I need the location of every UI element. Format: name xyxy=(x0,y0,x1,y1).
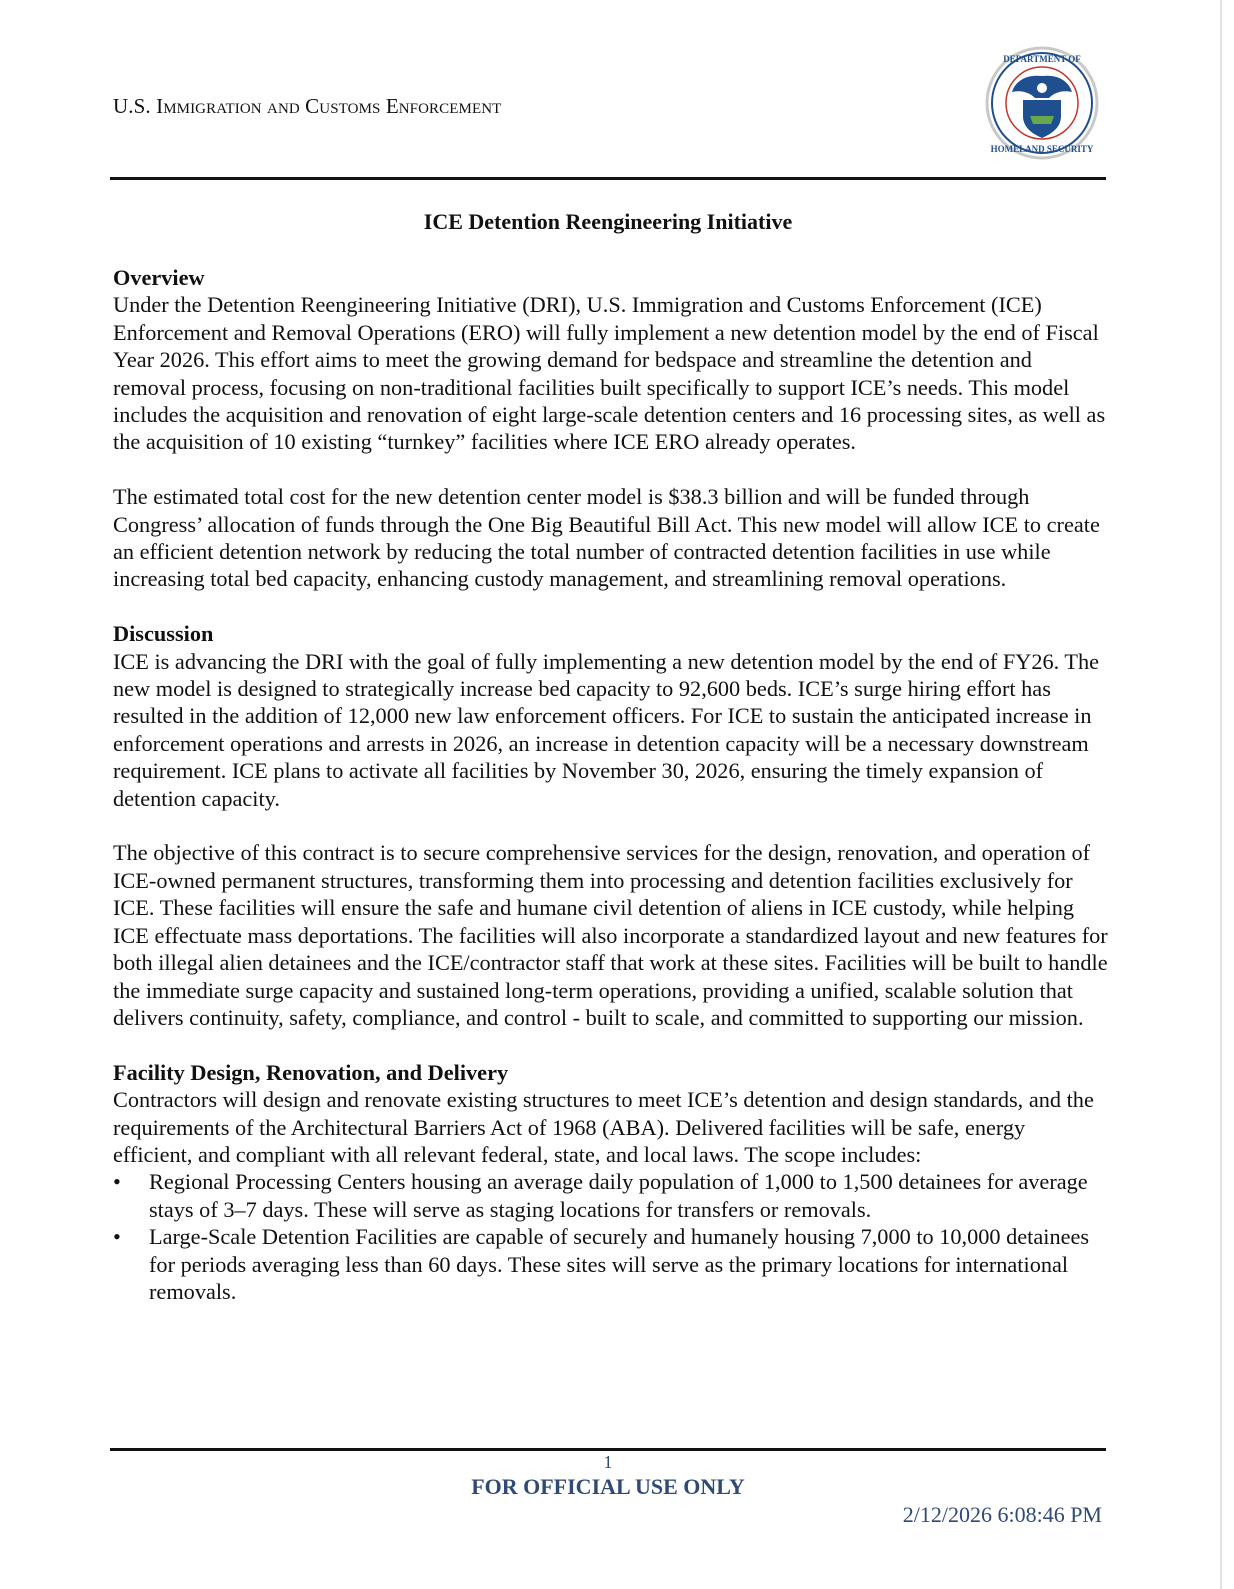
list-item xyxy=(113,1223,1108,1305)
section-heading: Discussion xyxy=(113,621,214,647)
classification-marking: FOR OFFICIAL USE ONLY xyxy=(471,1474,745,1499)
document-title: ICE Detention Reengineering Initiative xyxy=(423,209,793,234)
paragraph: The objective of this contract is to secure comprehensive services for the design, renovation, and operation of ICE-owned permanent structures, transforming them into processing and detention facilities exclusively for ICE. These facilities will ensure the safe and humane civil detention of aliens in ICE custody, while helping ICE effectuate mass deportations. The facilities will also incorporate a standardized layout and new features for both illegal alien detainees and the ICE/contractor staff that work at these sites. Facilities will be built to handle the immediate surge capacity and sustained long-term operations, providing a unified, scalable solution that delivers continuity, safety, compliance, and control - built to scale, and committed to supporting our mission. xyxy=(113,840,1108,1030)
section-heading: Overview xyxy=(113,265,205,290)
bullet-icon: • xyxy=(113,1169,121,1195)
header-rule xyxy=(110,177,1106,180)
agency-name: U.S. Immigration and Customs Enforcement xyxy=(113,94,502,118)
paragraph: Under the Detention Reengineering Initiative (DRI), U.S. Immigration and Customs Enforcement (ICE) Enforcement and Removal Operations (ERO) will fully implement a new detention model by the end of Fiscal Year 2026. This effort aims to meet the growing demand for bedspace and streamline the detention and removal process, focusing on non-traditional facilities built specifically to support ICE’s needs. This model includes the acquisition and renovation of eight large-scale detention centers and 16 processing sites, as well as the acquisition of 10 existing “turnkey” facilities where ICE ERO already operates. xyxy=(113,292,1106,455)
dhs-seal-logo xyxy=(985,46,1099,160)
svg-text:DEPARTMENT OF: DEPARTMENT OF xyxy=(1003,54,1081,64)
page-number: 1 xyxy=(603,1452,613,1472)
document-body xyxy=(113,264,1108,1305)
bullet-icon: • xyxy=(113,1224,121,1250)
section-heading: Facility Design, Renovation, and Delivery xyxy=(113,1059,509,1085)
list-item xyxy=(113,1168,1108,1223)
paragraph: ICE is advancing the DRI with the goal of fully implementing a new detention model by the end of FY26. The new model is designed to strategically increase bed capacity to 92,600 beds. ICE’s surge hiring effort has resulted in the addition of 12,000 new law enforcement officers. For ICE to sustain the anticipated increase in enforcement operations and arrests in 2026, an increase in detention capacity will be a necessary downstream requirement. ICE plans to activate all facilities by November 30, 2026, ensuring the timely expansion of detention capacity. xyxy=(113,648,1100,811)
list-item-text: Regional Processing Centers housing an average daily population of 1,000 to 1,500 detainees for average stays of 3–7 days. These will serve as staging locations for transfers or removals. xyxy=(149,1169,1088,1222)
page-edge xyxy=(1220,0,1222,1589)
paragraph: The estimated total cost for the new detention center model is $38.3 billion and will be funded through Congress’ allocation of funds through the One Big Beautiful Bill Act. This new model will allow ICE to create an efficient detention network by reducing the total number of contracted detention facilities in use while increasing total bed capacity, enhancing custody management, and streamlining removal operations. xyxy=(113,484,1100,592)
list-item-text: Large-Scale Detention Facilities are capable of securely and humanely housing 7,000 to 10,000 detainees for periods averaging less than 60 days. These sites will serve as the primary locations for international removals. xyxy=(149,1224,1090,1304)
svg-text:HOMELAND SECURITY: HOMELAND SECURITY xyxy=(990,144,1094,154)
footer-rule xyxy=(110,1448,1106,1451)
paragraph: Contractors will design and renovate existing structures to meet ICE’s detention and design standards, and the requirements of the Architectural Barriers Act of 1968 (ABA). Delivered facilities will be safe, energy efficient, and compliant with all relevant federal, state, and local laws. The scope includes: xyxy=(113,1087,1094,1167)
print-timestamp: 2/12/2026 6:08:46 PM xyxy=(902,1502,1102,1527)
bullet-list xyxy=(113,1168,1108,1305)
